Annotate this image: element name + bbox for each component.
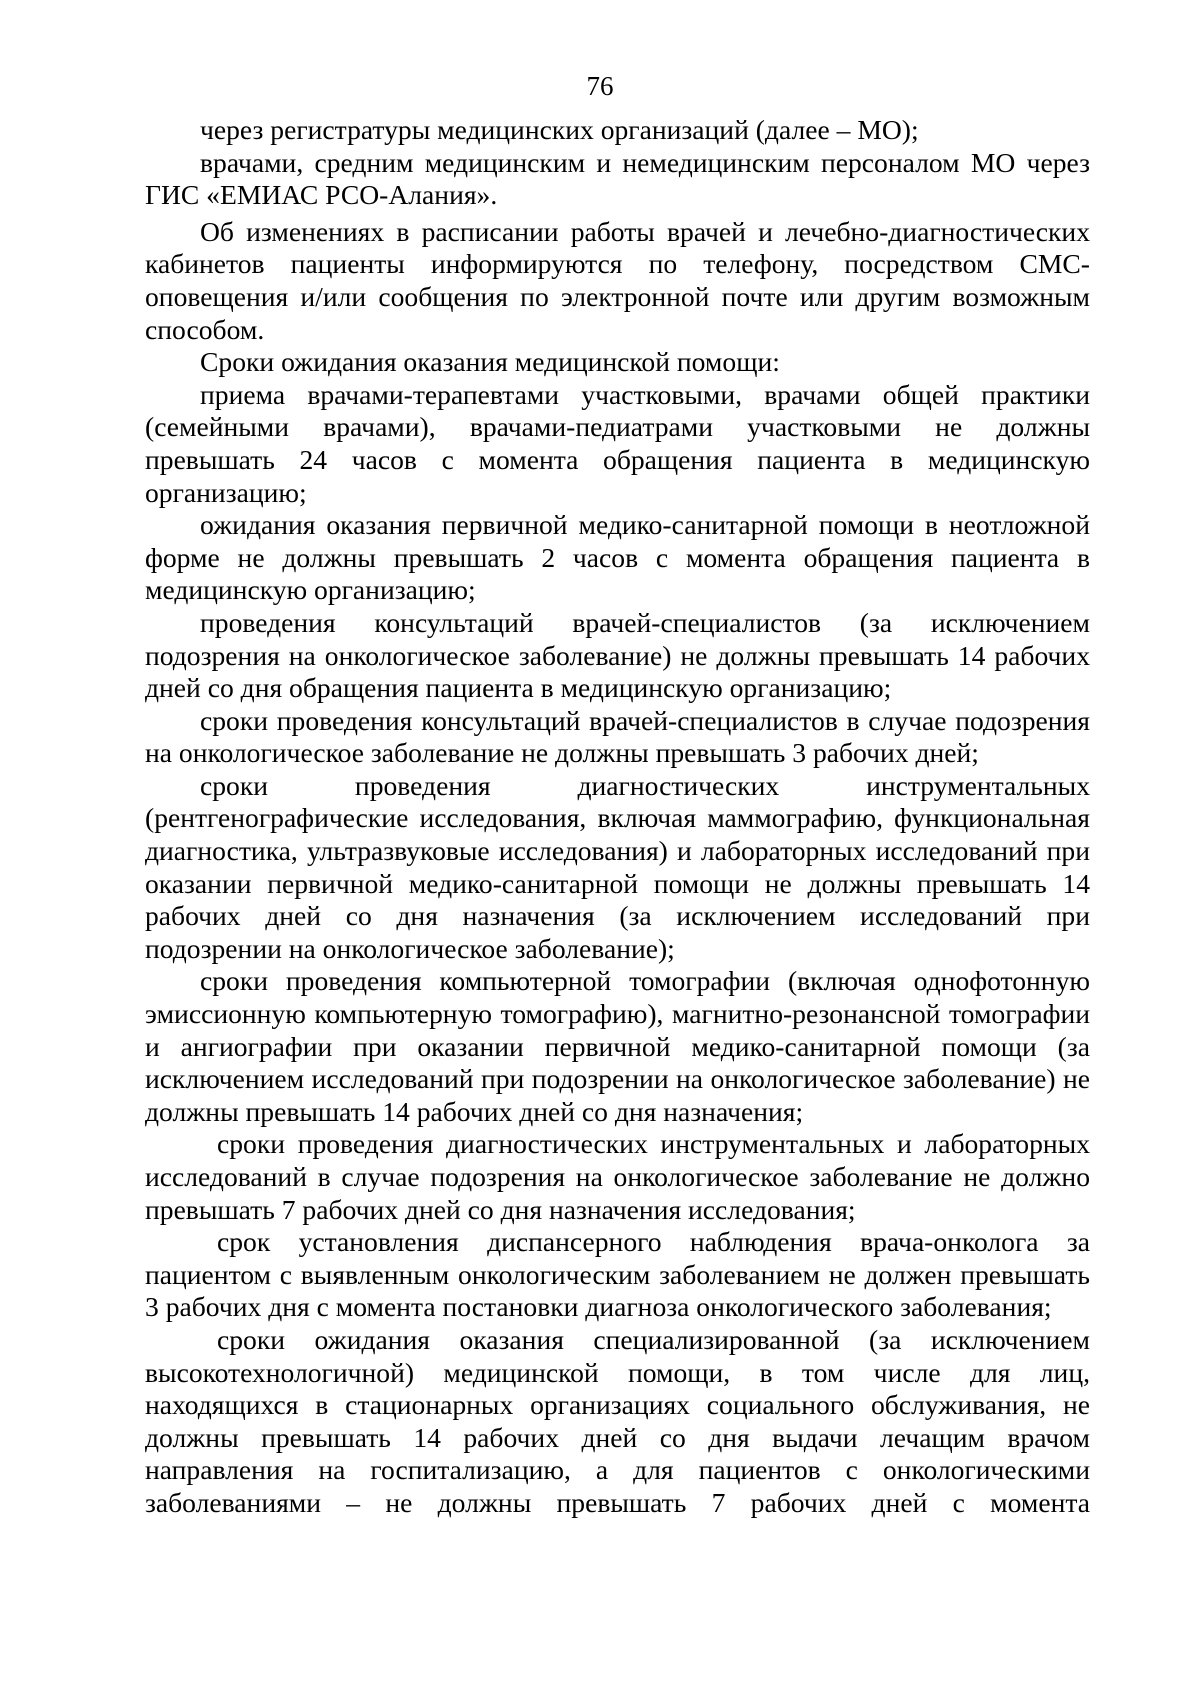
- paragraph-oncology-consultation: сроки проведения консультаций врачей-специалистов в случае подозрения на онкологическое заболевание не должны превышать 3 рабочих дней;: [145, 704, 1090, 769]
- paragraph-therapist-appointment: приема врачами-терапевтами участковыми, врачами общей практики (семейными врачами), врачами-педиатрами участковыми не должны превышать 24 часов с момента обращения пациента в медицинскую организацию;: [145, 378, 1090, 508]
- paragraph-ct-mri: сроки проведения компьютерной томографии (включая однофотонную эмиссионную компьютерную томографию), магнитно-резонансной томографии и ангиографии при оказании первичной медико-санитарной помощи (за исключением исследований при подозрении на онкологическое заболевание) не должны превышать 14 рабочих дней со дня назначения;: [145, 965, 1090, 1127]
- paragraph-specialist-consultation: проведения консультаций врачей-специалистов (за исключением подозрения на онкологическое заболевание) не должны превышать 14 рабочих дней со дня обращения пациента в медицинскую организацию;: [145, 606, 1090, 704]
- paragraph-staff-gis: врачами, средним медицинским и немедицинским персоналом МО через ГИС «ЕМИАС РСО-Алания».: [145, 146, 1090, 211]
- paragraph-oncologist-observation: срок установления диспансерного наблюдения врача-онколога за пациентом с выявленным онкологическим заболеванием не должен превышать 3 рабочих дня с момента постановки диагноза онкологического заболевания;: [145, 1226, 1090, 1323]
- paragraph-waiting-times-heading: Сроки ожидания оказания медицинской помощи:: [200, 346, 780, 378]
- paragraph-schedule-changes: Об изменениях в расписании работы врачей и лечебно-диагностических кабинетов пациенты информируются по телефону, посредством СМС-оповещения и/или сообщения по электронной почте или другим возможным способом.: [145, 215, 1090, 345]
- paragraph-oncology-diagnostics: сроки проведения диагностических инструментальных и лабораторных исследований в случае подозрения на онкологическое заболевание не должно превышать 7 рабочих дней со дня назначения исследования;: [145, 1128, 1090, 1225]
- paragraph-registry: через регистратуры медицинских организаций (далее – МО);: [200, 114, 919, 145]
- document-body: [145, 114, 1090, 1520]
- paragraph-diagnostic-tests: сроки проведения диагностических инструментальных (рентгенографические исследования, включая маммографию, функциональная диагностика, ультразвуковые исследования) и лабораторных исследований при оказании первичной медико-санитарной помощи не должны превышать 14 рабочих дней со дня назначения (за исключением исследований при подозрении на онкологическое заболевание);: [145, 769, 1090, 964]
- page-number: 76: [586, 71, 614, 101]
- paragraph-specialized-care: сроки ожидания оказания специализированной (за исключением высокотехнологичной) медицинской помощи, в том числе для лиц, находящихся в стационарных организациях социального обслуживания, не должны превышать 14 рабочих дней со дня выдачи лечащим врачом направления на госпитализацию, а для пациентов с онкологическими заболеваниями – не должны превышать 7 рабочих дней с момента: [145, 1323, 1090, 1518]
- paragraph-urgent-care: ожидания оказания первичной медико-санитарной помощи в неотложной форме не должны превышать 2 часов с момента обращения пациента в медицинскую организацию;: [145, 509, 1090, 606]
